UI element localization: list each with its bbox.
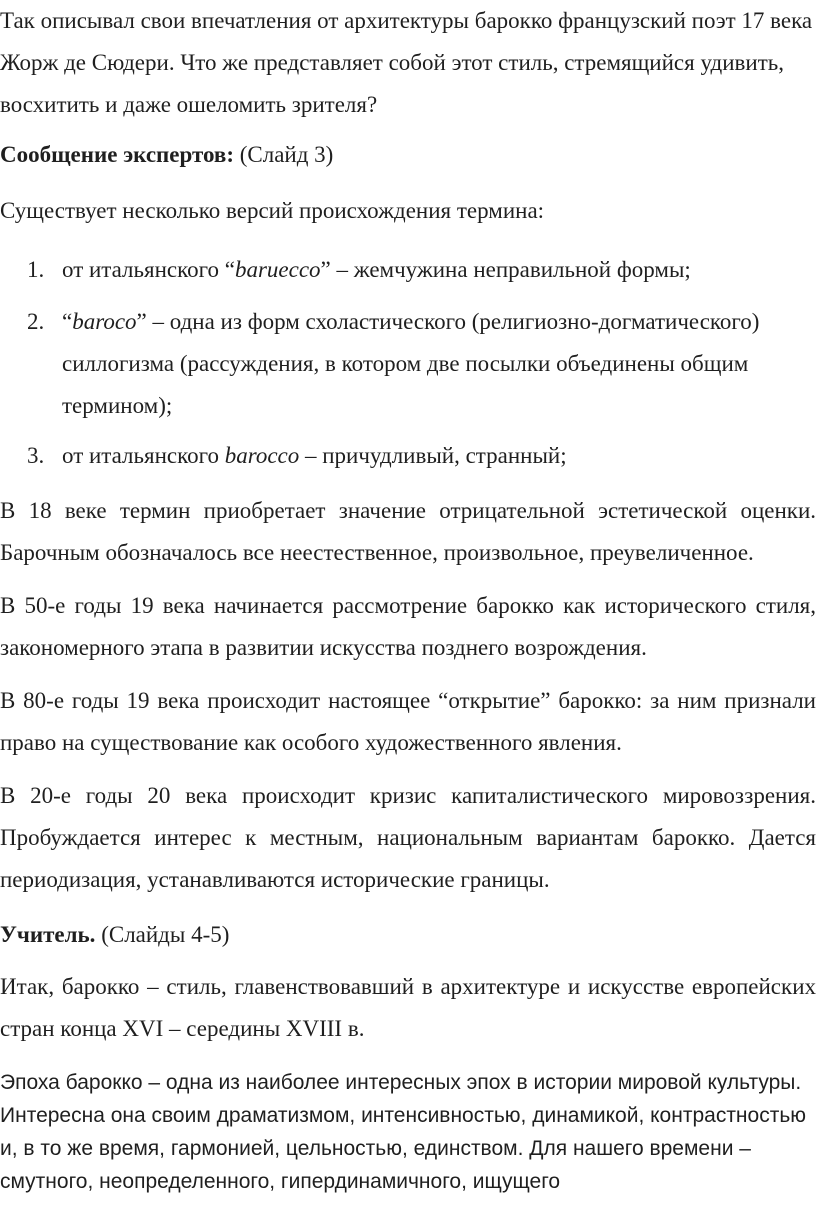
epoch-paragraph: Эпоха барокко – одна из наиболее интересных эпох в истории мировой культуры. Интересна она своим драматизмом, интенсивностью, динамикой, контрастностью и, в то же время, гармонией, цельностью, единством. Для нашего времени – смутного, неопределенного, гипердинамичного, ищущего: [0, 1071, 807, 1193]
list-item-text: от итальянского “: [62, 257, 235, 282]
teacher-slide: (Слайды 4-5): [101, 922, 230, 947]
list-item-text: – причудливый, странный;: [299, 443, 567, 468]
experts-slide: (Слайд 3): [239, 142, 334, 167]
teacher-label: Учитель.: [0, 922, 96, 947]
list-item-number: 2.: [27, 309, 45, 334]
paragraph-1850s: В 50-е годы 19 века начинается рассмотрение барокко как исторического стиля, закономерного этапа в развитии искусства позднего возрождения.: [0, 593, 816, 660]
versions-intro: Существует несколько версий происхождения термина:: [0, 198, 545, 223]
list-item: [0, 249, 816, 291]
list-item-term: baruecco: [234, 257, 321, 282]
list-item: [0, 301, 816, 427]
list-item-term: baroco: [72, 309, 137, 334]
versions-list: [0, 249, 816, 477]
teacher-paragraph: Итак, барокко – стиль, главенствовавший в архитектуре и искусстве европейских стран конца XVI – середины XVIII в.: [0, 974, 816, 1041]
paragraph-18th-century: В 18 веке термин приобретает значение отрицательной эстетической оценки. Барочным обозначалось все неестественное, произвольное, преувеличенное.: [0, 498, 816, 565]
experts-heading: [0, 134, 333, 176]
intro-paragraph: Так описывал свои впечатления от архитектуры барокко французский поэт 17 века Жорж де Сюдери. Что же представляет собой этот стиль, стремящийся удивить, восхитить и даже ошеломить зрителя?: [0, 8, 813, 117]
paragraph-1920s: В 20-е годы 20 века происходит кризис капиталистического мировоззрения. Пробуждается интерес к местным, национальным вариантам барокко. Дается периодизация, устанавливаются исторические границы.: [0, 783, 816, 892]
experts-label: Сообщение экспертов:: [0, 142, 234, 167]
list-item-text: от итальянского: [62, 443, 225, 468]
list-item-number: 1.: [27, 257, 45, 282]
paragraph-1880s: В 80-е годы 19 века происходит настоящее “открытие” барокко: за ним признали право на существование как особого художественного явления.: [0, 688, 816, 755]
list-item: [0, 435, 816, 477]
list-item-text: “: [62, 309, 73, 334]
list-item-term: barocco: [224, 443, 300, 468]
teacher-heading: [0, 914, 229, 956]
list-item-number: 3.: [27, 443, 45, 468]
list-item-text: ” – жемчужина неправильной формы;: [320, 257, 691, 282]
list-item-text: ” – одна из форм схоластического (религиозно-догматического) силлогизма (рассуждения, в котором две посылки объединены общим термином);: [62, 309, 760, 418]
